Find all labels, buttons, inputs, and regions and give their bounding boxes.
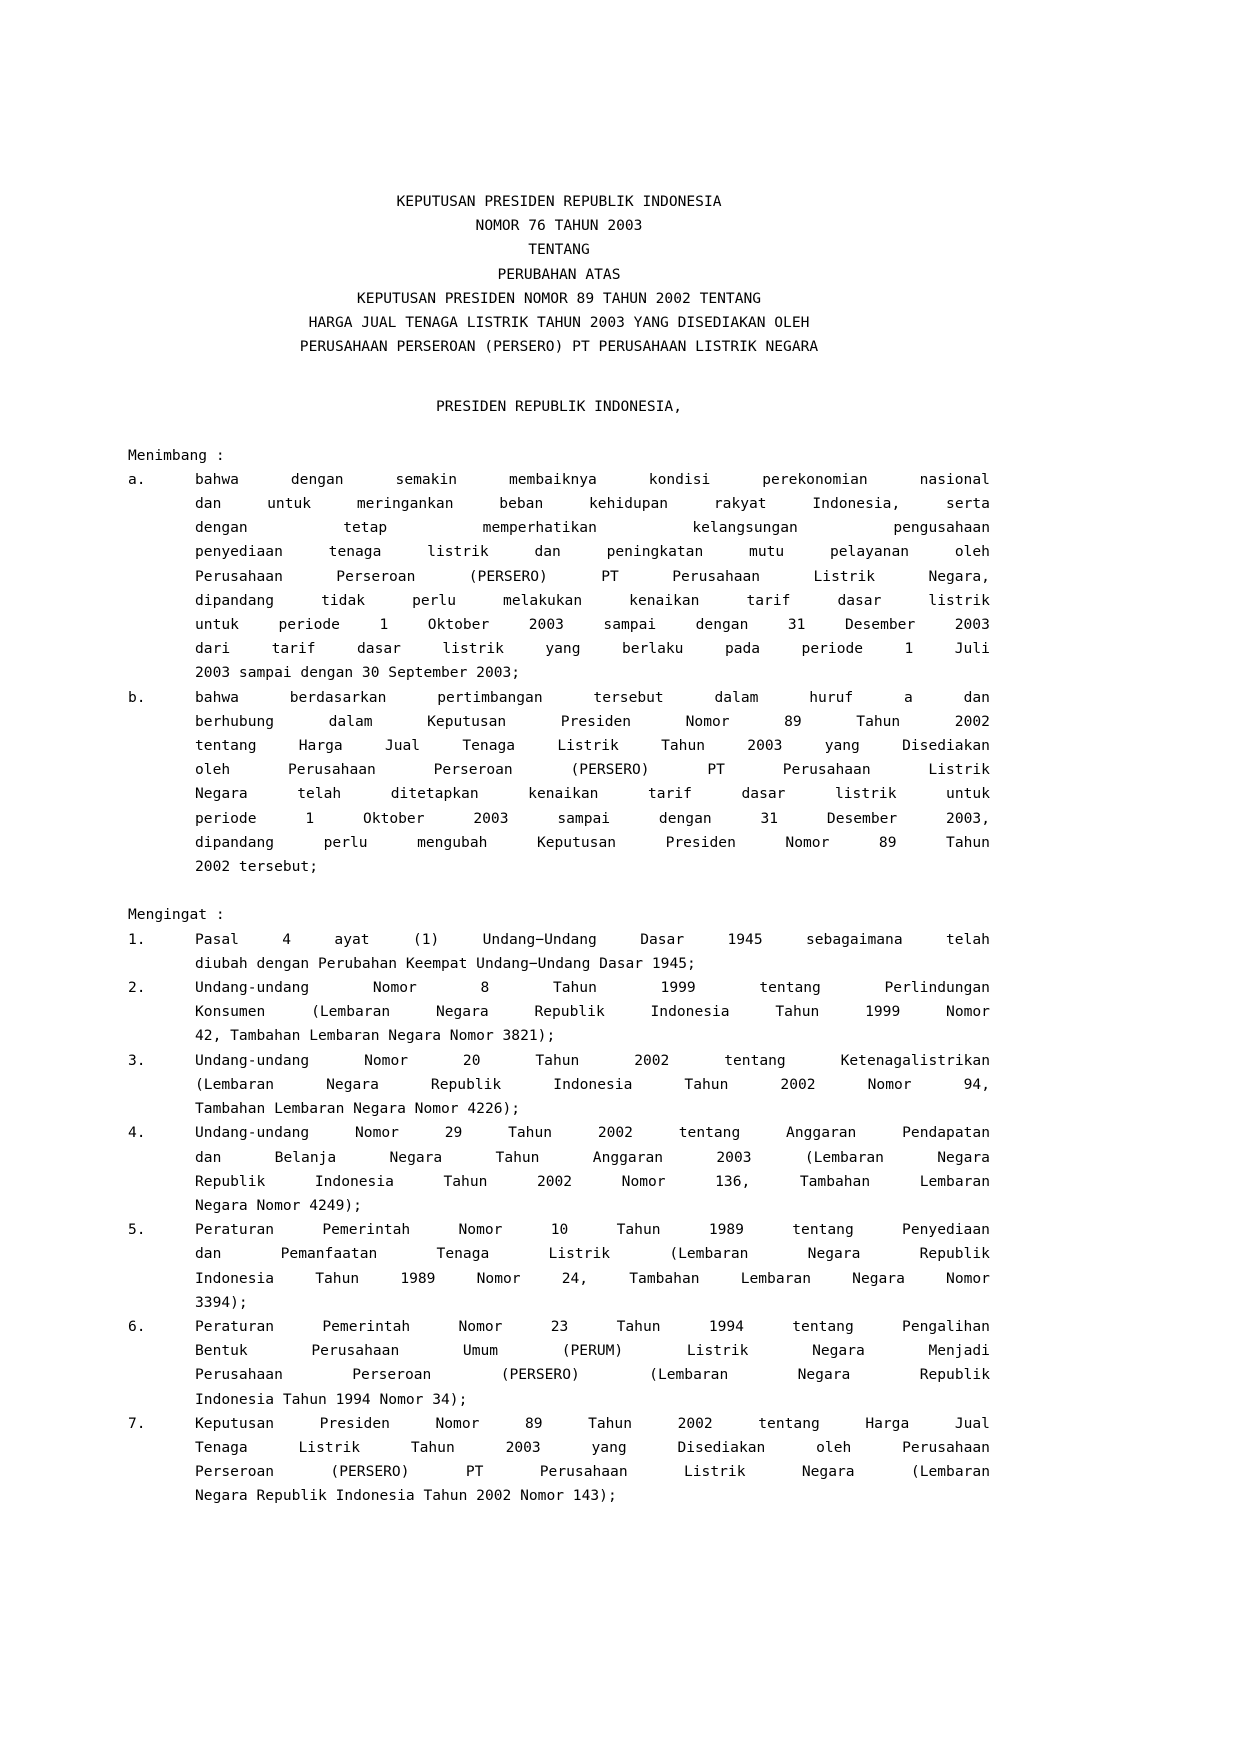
- list-item-text: [195, 468, 990, 686]
- text-line: Perusahaan Perseroan (PERSERO) (Lembaran Negara Republik: [195, 1366, 990, 1384]
- list-item-marker: 5.: [128, 1221, 146, 1239]
- list-item: [128, 686, 990, 880]
- list-item-text: [195, 1218, 990, 1315]
- text-line: Konsumen (Lembaran Negara Republik Indonesia Tahun 1999 Nomor: [195, 1003, 990, 1021]
- considerations-list: [128, 468, 990, 879]
- text-line: oleh Perusahaan Perseroan (PERSERO) PT Perusahaan Listrik: [195, 761, 990, 779]
- text-line: dan Pemanfaatan Tenaga Listrik (Lembaran Negara Republik: [195, 1245, 990, 1263]
- list-item-marker: 4.: [128, 1124, 146, 1142]
- text-line: penyediaan tenaga listrik dan peningkatan mutu pelayanan oleh: [195, 543, 990, 561]
- list-item-marker: a.: [128, 470, 146, 488]
- text-line: Undang-undang Nomor 29 Tahun 2002 tentang Anggaran Pendapatan: [195, 1124, 990, 1142]
- document-body: [128, 444, 990, 1509]
- text-line-last: Tambahan Lembaran Negara Nomor 4226);: [195, 1100, 521, 1118]
- text-line: Peraturan Pemerintah Nomor 10 Tahun 1989 tentang Penyediaan: [195, 1221, 990, 1239]
- text-line: Peraturan Pemerintah Nomor 23 Tahun 1994 tentang Pengalihan: [195, 1317, 990, 1335]
- section-gap: [128, 879, 990, 903]
- text-line-last: 42, Tambahan Lembaran Negara Nomor 3821);: [195, 1027, 556, 1045]
- text-line: tentang Harga Jual Tenaga Listrik Tahun 2003 yang Disediakan: [195, 737, 990, 755]
- text-line: dari tarif dasar listrik yang berlaku pada periode 1 Juli: [195, 640, 990, 658]
- list-item: [128, 1121, 990, 1218]
- list-item-text: [195, 1412, 990, 1509]
- list-item-text: [195, 1049, 990, 1122]
- text-line: Perusahaan Perseroan (PERSERO) PT Perusahaan Listrik Negara,: [195, 567, 990, 585]
- list-item: [128, 468, 990, 686]
- text-line: (Lembaran Negara Republik Indonesia Tahun 2002 Nomor 94,: [195, 1075, 990, 1093]
- title-line-4: PERUBAHAN ATAS: [497, 265, 621, 283]
- text-line: Undang-undang Nomor 20 Tahun 2002 tentang Ketenagalistrikan: [195, 1051, 990, 1069]
- text-line: Tenaga Listrik Tahun 2003 yang Disediakan oleh Perusahaan: [195, 1438, 990, 1456]
- text-line: Negara telah ditetapkan kenaikan tarif dasar listrik untuk: [195, 785, 990, 803]
- text-line: Perseroan (PERSERO) PT Perusahaan Listrik Negara (Lembaran: [195, 1463, 990, 1481]
- list-item: [128, 1315, 990, 1412]
- text-line-last: 3394);: [195, 1293, 248, 1311]
- title-line-1: KEPUTUSAN PRESIDEN REPUBLIK INDONESIA: [396, 193, 722, 210]
- issuer-line: PRESIDEN REPUBLIK INDONESIA,: [435, 398, 682, 416]
- list-item-text: [195, 928, 990, 976]
- list-item-marker: 3.: [128, 1051, 146, 1069]
- text-line: untuk periode 1 Oktober 2003 sampai dengan 31 Desember 2003: [195, 616, 990, 634]
- text-line: Undang-undang Nomor 8 Tahun 1999 tentang Perlindungan: [195, 979, 990, 997]
- title-line-7: PERUSAHAAN PERSEROAN (PERSERO) PT PERUSAHAAN LISTRIK NEGARA: [299, 338, 819, 356]
- text-line: periode 1 Oktober 2003 sampai dengan 31 Desember 2003,: [195, 809, 990, 827]
- legal-basis-label: Mengingat :: [128, 906, 225, 924]
- list-item: [128, 976, 990, 1049]
- list-item-marker: 2.: [128, 979, 146, 997]
- list-item-marker: 6.: [128, 1317, 146, 1335]
- text-line: dan Belanja Negara Tahun Anggaran 2003 (Lembaran Negara: [195, 1148, 990, 1166]
- text-line-last: 2003 sampai dengan 30 September 2003;: [195, 664, 521, 682]
- list-item: [128, 1412, 990, 1509]
- text-line: Bentuk Perusahaan Umum (PERUM) Listrik Negara Menjadi: [195, 1342, 990, 1360]
- list-item: [128, 1218, 990, 1315]
- title-line-3: TENTANG: [528, 241, 590, 259]
- title-line-2: NOMOR 76 TAHUN 2003: [475, 217, 643, 235]
- text-line: berhubung dalam Keputusan Presiden Nomor 89 Tahun 2002: [195, 712, 990, 730]
- list-item-text: [195, 686, 990, 880]
- list-item: [128, 1049, 990, 1122]
- legal-basis-list: [128, 928, 990, 1509]
- text-line: Pasal 4 ayat (1) Undang−Undang Dasar 1945 sebagaimana telah: [195, 930, 990, 948]
- list-item-text: [195, 1315, 990, 1412]
- list-item-marker: b.: [128, 688, 146, 706]
- text-line-last: Negara Republik Indonesia Tahun 2002 Nomor 143);: [195, 1487, 617, 1505]
- list-item-text: [195, 1121, 990, 1218]
- title-line-6: HARGA JUAL TENAGA LISTRIK TAHUN 2003 YANG DISEDIAKAN OLEH: [308, 314, 810, 332]
- list-item-marker: 7.: [128, 1414, 146, 1432]
- text-line: bahwa berdasarkan pertimbangan tersebut dalam huruf a dan: [195, 688, 990, 706]
- text-line: dipandang tidak perlu melakukan kenaikan tarif dasar listrik: [195, 591, 990, 609]
- text-line: dipandang perlu mengubah Keputusan Presiden Nomor 89 Tahun: [195, 833, 990, 851]
- text-line: dan untuk meringankan beban kehidupan rakyat Indonesia, serta: [195, 495, 990, 513]
- list-item: [128, 928, 990, 976]
- document-title-block: [128, 190, 990, 359]
- text-line: bahwa dengan semakin membaiknya kondisi perekonomian nasional: [195, 470, 990, 488]
- title-line-5: KEPUTUSAN PRESIDEN NOMOR 89 TAHUN 2002 TENTANG: [356, 289, 762, 307]
- text-line: Keputusan Presiden Nomor 89 Tahun 2002 tentang Harga Jual: [195, 1414, 990, 1432]
- text-line-last: 2002 tersebut;: [195, 858, 319, 876]
- text-line-last: Negara Nomor 4249);: [195, 1196, 362, 1214]
- text-line-last: diubah dengan Perubahan Keempat Undang−Undang Dasar 1945;: [195, 954, 696, 972]
- list-item-marker: 1.: [128, 930, 146, 948]
- considerations-label: Menimbang :: [128, 446, 225, 464]
- text-line: Indonesia Tahun 1989 Nomor 24, Tambahan Lembaran Negara Nomor: [195, 1269, 990, 1287]
- text-line: dengan tetap memperhatikan kelangsungan pengusahaan: [195, 519, 990, 537]
- list-item-text: [195, 976, 990, 1049]
- text-line-last: Indonesia Tahun 1994 Nomor 34);: [195, 1390, 468, 1408]
- text-line: Republik Indonesia Tahun 2002 Nomor 136, Tambahan Lembaran: [195, 1172, 990, 1190]
